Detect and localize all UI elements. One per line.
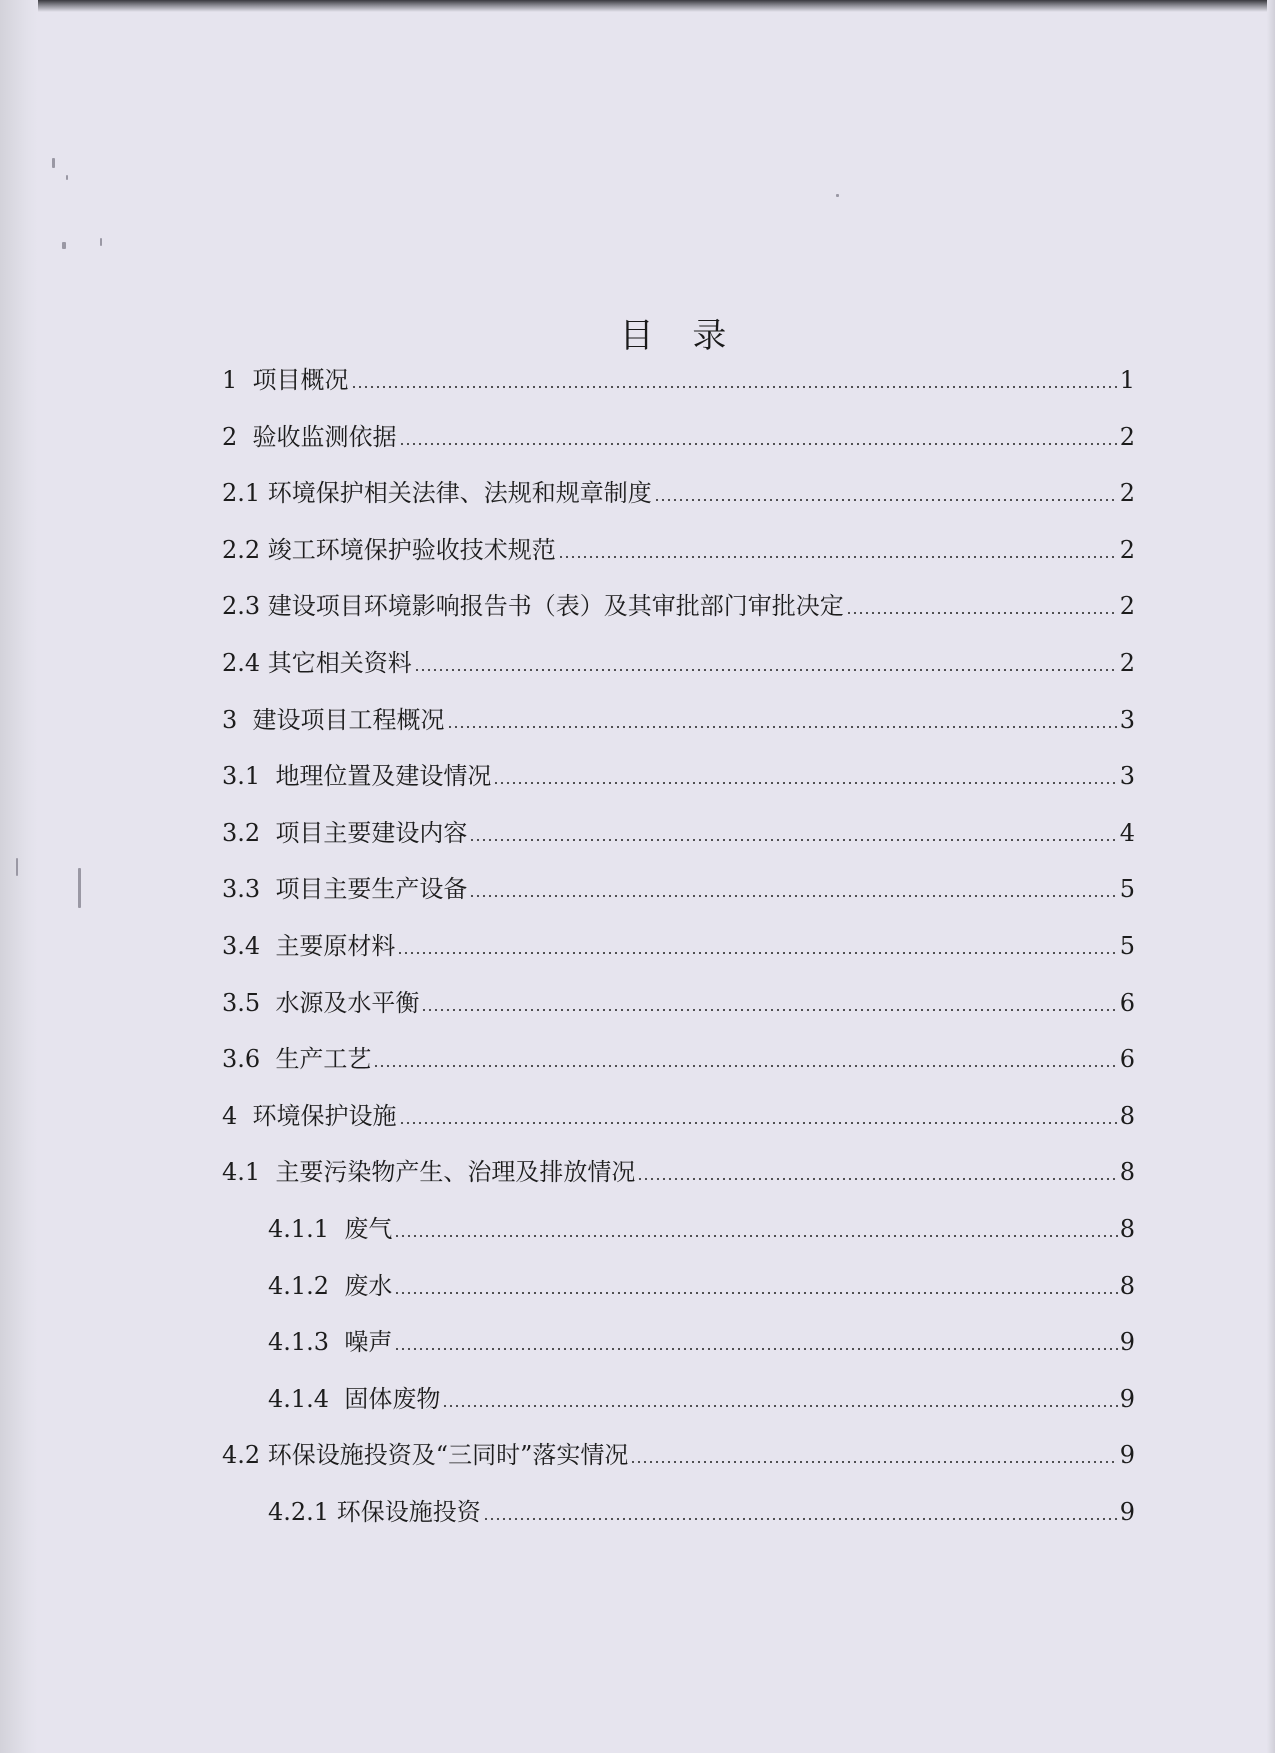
toc-entry-number: 2 [222, 422, 253, 451]
toc-entry-number: 4 [222, 1101, 253, 1130]
toc-entry-number: 4.1 [222, 1158, 276, 1187]
toc-entry[interactable] [222, 751, 1135, 791]
toc-entry-page-number: 3 [1119, 705, 1135, 734]
toc-dot-leader [637, 1178, 1117, 1180]
toc-entry-number: 2.1 [222, 479, 268, 508]
toc-entry[interactable] [268, 1487, 1135, 1527]
toc-entry-label: 废气 [344, 1215, 393, 1243]
toc-entry[interactable] [222, 1147, 1135, 1187]
toc-entry-page-number: 2 [1119, 422, 1135, 451]
toc-dot-leader [558, 556, 1118, 558]
toc-entry-number: 4.1.3 [268, 1328, 345, 1357]
toc-entry-number: 2.3 [222, 592, 268, 621]
toc-entry[interactable] [222, 921, 1135, 961]
toc-entry-number: 1 [222, 366, 253, 394]
toc-dot-leader [399, 443, 1118, 445]
toc-dot-leader [421, 1009, 1117, 1011]
toc-entry[interactable] [222, 468, 1135, 508]
toc-entry-label: 废水 [344, 1271, 393, 1300]
toc-dot-leader [493, 782, 1117, 784]
toc-entry-label: 项目概况 [252, 366, 349, 394]
toc-entry-page-number: 9 [1119, 1498, 1135, 1526]
toc-entry-page-number: 8 [1119, 1215, 1135, 1243]
toc-dot-leader [846, 612, 1118, 614]
toc-entry-label: 建设项目环境影响报告书（表）及其审批部门审批决定 [267, 592, 844, 621]
toc-dot-leader [469, 895, 1117, 897]
toc-entry[interactable] [222, 412, 1135, 452]
toc-entry-page-number: 8 [1119, 1158, 1135, 1187]
toc-entry[interactable] [222, 355, 1135, 395]
toc-entry-label: 生产工艺 [275, 1045, 372, 1074]
toc-entry[interactable] [222, 1430, 1135, 1470]
toc-entry-page-number: 1 [1119, 366, 1135, 394]
toc-dot-leader [399, 1122, 1118, 1124]
toc-entry-label: 环境保护设施 [252, 1101, 397, 1130]
toc-title: 目 录 [619, 316, 741, 356]
toc-dot-leader [394, 1292, 1117, 1294]
toc-dot-leader [414, 669, 1118, 671]
toc-entry-label: 环保设施投资 [336, 1498, 481, 1526]
toc-entry-label: 地理位置及建设情况 [275, 762, 492, 791]
toc-entry-number: 4.1.1 [268, 1215, 345, 1243]
toc-dot-leader [394, 1348, 1117, 1350]
toc-entry-label: 噪声 [344, 1328, 393, 1357]
toc-entry-label: 竣工环境保护验收技术规范 [267, 535, 556, 564]
toc-entry-page-number: 4 [1119, 818, 1135, 847]
toc-entry[interactable] [268, 1374, 1135, 1414]
toc-entry-number: 3.5 [222, 988, 276, 1017]
toc-dot-leader [397, 952, 1117, 954]
toc-entry-number: 2.4 [222, 649, 268, 677]
toc-dot-leader [630, 1461, 1117, 1463]
toc-entry-number: 2.2 [222, 535, 268, 564]
toc-entry-label: 水源及水平衡 [275, 988, 420, 1017]
toc-entry-label: 固体废物 [344, 1384, 441, 1413]
toc-entry[interactable] [222, 864, 1135, 904]
toc-entry-number: 3.1 [222, 762, 276, 791]
toc-entry[interactable] [222, 1034, 1135, 1074]
toc-entry-label: 环境保护相关法律、法规和规章制度 [267, 479, 652, 508]
toc-dot-leader [483, 1518, 1118, 1520]
toc-entry-page-number: 9 [1119, 1328, 1135, 1357]
toc-entry[interactable] [268, 1317, 1135, 1357]
toc-entry-page-number: 3 [1119, 762, 1135, 791]
toc-entry-number: 3 [222, 705, 253, 734]
toc-entry-label: 其它相关资料 [267, 649, 412, 677]
toc-entry-label: 验收监测依据 [252, 422, 397, 451]
toc-dot-leader [394, 1235, 1117, 1237]
toc-entry[interactable] [268, 1204, 1135, 1244]
toc-entry-number: 4.2 [222, 1441, 268, 1470]
toc-dot-leader [373, 1065, 1117, 1067]
toc-entry-page-number: 9 [1119, 1441, 1135, 1470]
toc-entry-number: 4.2.1 [268, 1498, 337, 1526]
toc-entry[interactable] [222, 808, 1135, 848]
toc-entry-page-number: 8 [1119, 1101, 1135, 1130]
toc-entry[interactable] [222, 525, 1135, 565]
toc-entry-page-number: 5 [1119, 932, 1135, 960]
toc-entry-page-number: 2 [1119, 535, 1135, 564]
toc-entry-page-number: 2 [1119, 649, 1135, 677]
toc-entry-number: 4.1.4 [268, 1384, 345, 1413]
toc-entry-page-number: 2 [1119, 479, 1135, 508]
toc-dot-leader [447, 726, 1118, 728]
toc-entry-number: 4.1.2 [268, 1271, 345, 1300]
toc-dot-leader [351, 386, 1118, 388]
toc-entry[interactable] [222, 978, 1135, 1018]
toc-entry-number: 3.4 [222, 932, 276, 960]
toc-entry[interactable] [222, 638, 1135, 678]
toc-dot-leader [442, 1405, 1117, 1407]
toc-entry[interactable] [222, 695, 1135, 735]
toc-entry-page-number: 6 [1119, 1045, 1135, 1074]
toc-dot-leader [654, 499, 1118, 501]
toc-entry-label: 项目主要建设内容 [275, 818, 468, 847]
toc-entry-page-number: 6 [1119, 988, 1135, 1017]
toc-entry-label: 建设项目工程概况 [252, 705, 445, 734]
toc-entry-label: 主要原材料 [275, 932, 396, 960]
toc-entry-page-number: 8 [1119, 1271, 1135, 1300]
toc-entry-label: 项目主要生产设备 [275, 875, 468, 904]
toc-entry-number: 3.2 [222, 818, 276, 847]
toc-entry-label: 主要污染物产生、治理及排放情况 [275, 1158, 636, 1187]
toc-entry[interactable] [222, 581, 1135, 621]
toc-entry-page-number: 9 [1119, 1384, 1135, 1413]
toc-entry[interactable] [268, 1261, 1135, 1301]
toc-entry-page-number: 5 [1119, 875, 1135, 904]
toc-entry[interactable] [222, 1091, 1135, 1131]
toc-dot-leader [469, 839, 1117, 841]
toc-entry-page-number: 2 [1119, 592, 1135, 621]
toc-entry-number: 3.6 [222, 1045, 276, 1074]
toc-entry-number: 3.3 [222, 875, 276, 904]
toc-entry-label: 环保设施投资及“三同时”落实情况 [267, 1441, 629, 1470]
